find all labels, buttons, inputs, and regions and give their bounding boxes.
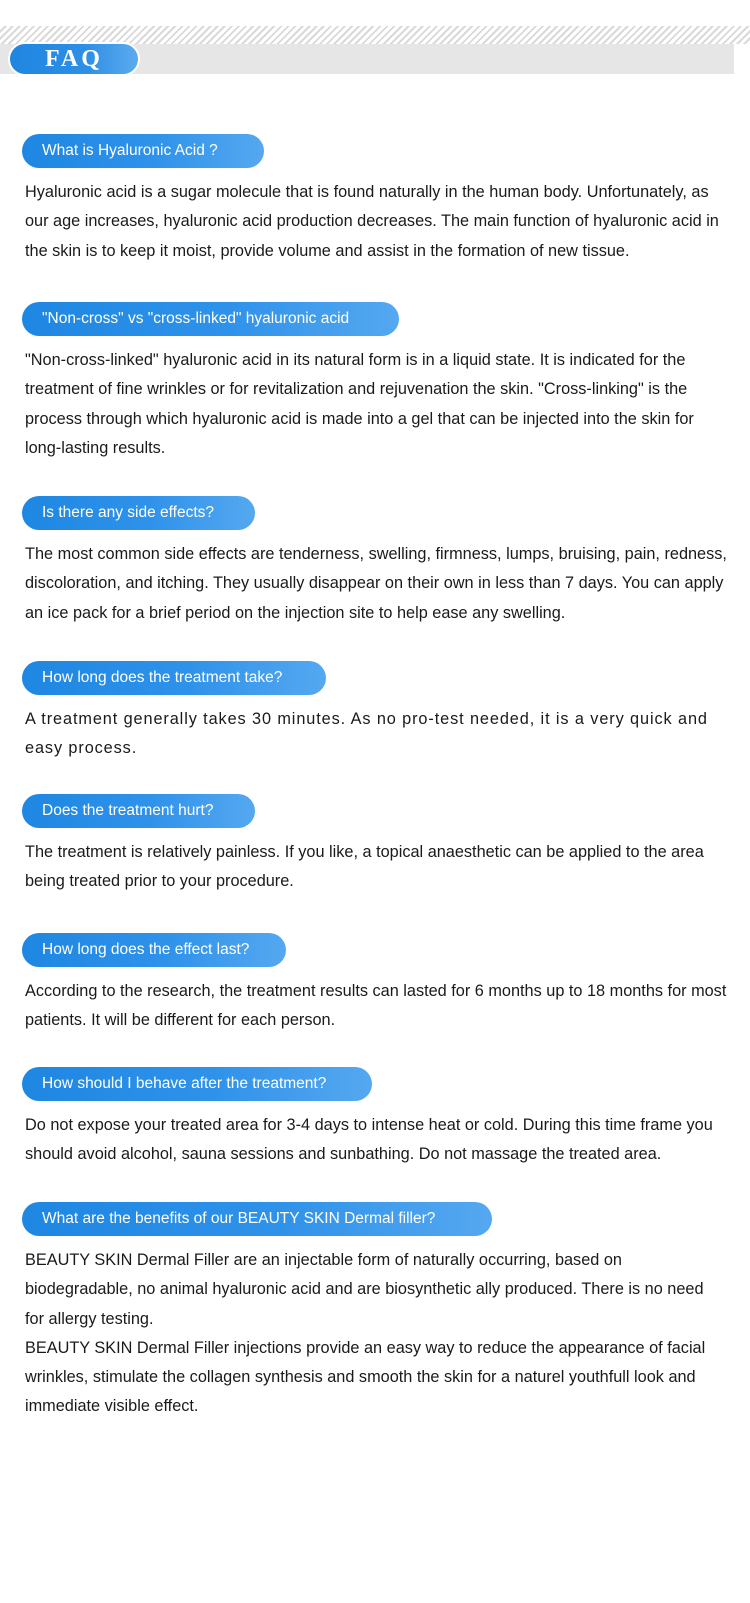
page-title: FAQ bbox=[45, 45, 103, 72]
answer-paragraph: A treatment generally takes 30 minutes. As no pro-test needed, it is a very quick and easy process. bbox=[25, 710, 708, 758]
question-badge bbox=[22, 302, 399, 336]
answer-paragraph: BEAUTY SKIN Dermal Filler injections provide an easy way to reduce the appearance of facial wrinkles, stimulate the collagen synthesis and smooth the skin for a naturel youthfull look and immediate visible effect. bbox=[25, 1338, 706, 1416]
question-badge bbox=[22, 1202, 492, 1236]
question-badge bbox=[22, 134, 264, 168]
answer-paragraph: According to the research, the treatment results can lasted for 6 months up to 18 months for most patients. It will be different for each person. bbox=[25, 982, 727, 1030]
answer-paragraph: Hyaluronic acid is a sugar molecule that is found naturally in the human body. Unfortunately, as our age increases, hyaluronic acid production decreases. The main function of hyaluronic acid in the skin is to keep it moist, provide volume and assist in the formation of new tissue. bbox=[25, 183, 719, 260]
answer-paragraph: "Non-cross-linked" hyaluronic acid in its natural form is in a liquid state. It is indicated for the treatment of fine wrinkles or for revitalization and rejuvenation the skin. "Cross-linking" is the process through which hyaluronic acid is made into a gel that can be injected into the skin for long-lasting results. bbox=[25, 351, 694, 457]
question-text: How long does the effect last? bbox=[42, 941, 250, 958]
answer-text bbox=[25, 346, 727, 463]
answer-paragraph: The most common side effects are tenderness, swelling, firmness, lumps, bruising, pain, redness, discoloration, and itching. They usually disappear on their own in less than 7 days. You can apply an ice pack for a brief period on the injection site to help ease any swelling. bbox=[25, 545, 727, 622]
question-badge bbox=[22, 496, 255, 530]
question-text: What is Hyaluronic Acid ? bbox=[42, 142, 218, 159]
faq-title-badge bbox=[8, 42, 140, 76]
question-badge bbox=[22, 661, 326, 695]
answer-text bbox=[25, 838, 727, 897]
answer-text bbox=[25, 1111, 727, 1170]
answer-text bbox=[25, 977, 727, 1036]
question-badge bbox=[22, 933, 286, 967]
answer-paragraph: Do not expose your treated area for 3-4 days to intense heat or cold. During this time frame you should avoid alcohol, sauna sessions and sunbathing. Do not massage the treated area. bbox=[25, 1116, 713, 1164]
question-text: How should I behave after the treatment? bbox=[42, 1075, 327, 1092]
answer-text bbox=[25, 178, 727, 266]
answer-text bbox=[25, 1246, 727, 1422]
question-badge bbox=[22, 794, 255, 828]
question-text: How long does the treatment take? bbox=[42, 669, 283, 686]
question-text: Does the treatment hurt? bbox=[42, 802, 214, 819]
question-text: Is there any side effects? bbox=[42, 504, 215, 521]
answer-text bbox=[25, 705, 727, 764]
question-text: What are the benefits of our BEAUTY SKIN Dermal filler? bbox=[42, 1210, 436, 1227]
answer-text bbox=[25, 540, 727, 628]
question-text: "Non-cross" vs "cross-linked" hyaluronic acid bbox=[42, 310, 350, 327]
answer-paragraph: The treatment is relatively painless. If you like, a topical anaesthetic can be applied to the area being treated prior to your procedure. bbox=[25, 843, 704, 891]
answer-paragraph: BEAUTY SKIN Dermal Filler are an injectable form of naturally occurring, based on biodegradable, no animal hyaluronic acid and are biosynthetic ally produced. There is no need for allergy testing. bbox=[25, 1251, 704, 1328]
question-badge bbox=[22, 1067, 372, 1101]
